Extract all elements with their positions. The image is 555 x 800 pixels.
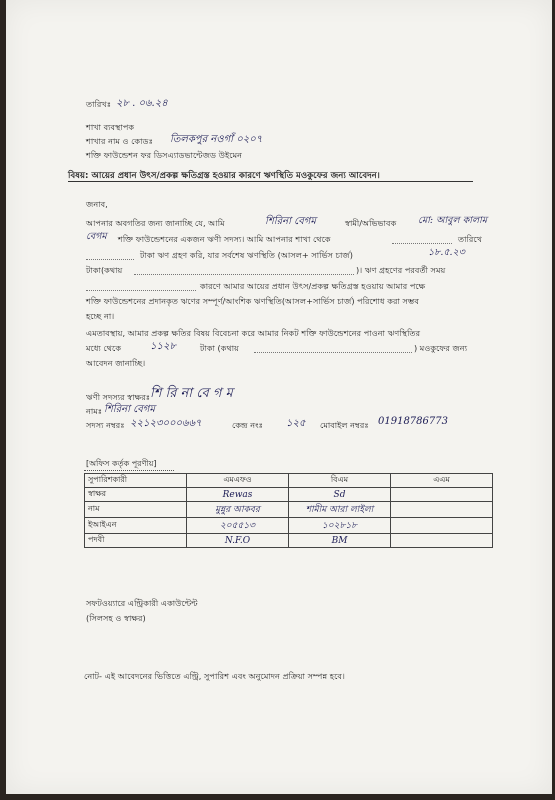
p1-amount-blank: [86, 250, 134, 260]
table-header-row: [85, 474, 493, 488]
branch-manager: শাখা ব্যবস্থাপক: [86, 122, 135, 132]
bm-name: শামীম আরা লাইলা: [289, 502, 391, 518]
p1-reason-blank: [86, 281, 196, 291]
balance-hand: ১৮.৫.২৩: [428, 247, 465, 258]
salutation: জনাব,: [86, 199, 108, 209]
waiver-amount-hand: ১১২৮: [150, 341, 176, 352]
mfo-name: মুন্নুর আকবর: [187, 502, 289, 518]
p1-line4-end: )। ঋণ গ্রহণের পরবর্তী সময়: [356, 265, 446, 275]
p1-line3: টাকা ঋণ গ্রহণ করি, যার সর্বশেষ ঋণস্থিতি (আসল+ সার্ভিস চার্জ): [140, 250, 353, 260]
p2-line2-end: ) মওকুফের জন্য: [414, 343, 468, 353]
p1-line2: শক্তি ফাউন্ডেশনের একজন ঋণী সদস্য। আমি আপনার শাখা থেকে: [118, 234, 331, 244]
am-name: [391, 502, 493, 518]
mobile-value: 01918786773: [378, 416, 448, 427]
footer-note: নোট- এই আবেদনের ভিত্তিতে এন্ট্রি, সুপারিশ এবং অনুমোদন প্রক্রিয়া সম্পন্ন হবে।: [84, 671, 345, 681]
p2-line2: মধ্যে থেকে: [86, 343, 122, 353]
header-bm: বিএম: [289, 474, 391, 488]
member-signature: শি রি না বে গ ম: [150, 386, 233, 401]
table-row: [85, 534, 493, 548]
mfo-designation: N.F.O: [187, 534, 289, 548]
header-recommender: সুপারিশকারী: [85, 474, 187, 488]
row-label-name: নাম: [85, 502, 187, 518]
guardian-name-hand: মো: আবুল কালাম: [418, 215, 488, 226]
p1-line1: আপনার অবগতির জন্য জানাচ্ছি যে, আমি: [86, 218, 225, 228]
table-row: [85, 502, 493, 518]
p2-line1: এমতাবস্থায়, আমার প্রকল্প ক্ষতির বিষয় বিবেচনা করে আমার নিকট শক্তি ফাউন্ডেশনের পাওনা ঋণস্থিতির: [86, 328, 421, 338]
p1-line4: টাকা(কথায়: [86, 265, 123, 275]
office-use-underline: [84, 470, 174, 471]
member-number-value: ২২১২৩০০০৬৬৭: [130, 418, 202, 429]
p1-line6: শক্তি ফাউন্ডেশনের প্রদানকৃত ঋণের সম্পূর্ণ/আংশিক ঋণস্থিতি(আসল+সার্ভিস চার্জ) পরিশোধ করা সম্ভব: [86, 296, 419, 306]
subject-underline: [68, 181, 473, 182]
guardian-cont-hand: বেগম: [86, 231, 107, 242]
p1-line7: হচ্ছে না।: [86, 311, 115, 321]
org-line: শক্তি ফাউন্ডেশন ফর ডিসএ্যাডভান্টেজড উইমেন: [86, 150, 243, 160]
p1-line5: কারণে আমার আয়ের প্রধান উৎস/প্রকল্প ক্ষতিগ্রস্ত হওয়ায় আমার পক্ষে: [200, 281, 426, 291]
member-number-label: সদস্য নম্বরঃ: [86, 420, 125, 430]
applicant-name-hand: শিরিনা বেগম: [265, 216, 316, 227]
member-signature-label: ঋণী সদস্যর স্বাক্ষরঃ: [86, 392, 151, 402]
software-entry-accountant: সফটওয়্যারে এন্ট্রিকারী একাউন্টেন্ট: [86, 598, 198, 608]
row-label-signature: স্বাক্ষর: [85, 488, 187, 502]
p2-line3: আবেদন জানাচ্ছি।: [86, 358, 146, 368]
table-row: [85, 488, 493, 502]
p1-words-blank: [134, 265, 354, 275]
office-use-label: [অফিস কর্তৃক পূরণীয়]: [86, 459, 157, 468]
p1-guardian-label: স্বামী/অভিভাবক: [345, 218, 397, 228]
branch-name-label: শাখার নাম ও কোডঃ: [86, 136, 153, 146]
office-approval-table: [84, 473, 493, 548]
row-label-designation: পদবী: [85, 534, 187, 548]
member-name-value: শিরিনা বেগম: [104, 404, 155, 415]
row-label-ein: ইআইএন: [85, 518, 187, 534]
center-value: ১২৫: [286, 418, 306, 429]
am-ein: [391, 518, 493, 534]
mobile-label: মোবাইল নম্বরঃ: [320, 420, 369, 430]
date-label: তারিখঃ: [86, 99, 112, 109]
bm-designation: BM: [289, 534, 391, 548]
bm-ein: ১০২৮১৮: [289, 518, 391, 534]
p1-line2-end: তারিখে: [458, 234, 483, 244]
mfo-ein: ২০৫৫১৩: [187, 518, 289, 534]
member-name-label: নামঃ: [86, 406, 103, 416]
mfo-signature: Rewas: [187, 488, 289, 502]
am-designation: [391, 534, 493, 548]
table-row: [85, 518, 493, 534]
bm-signature: Sd: [289, 488, 391, 502]
branch-name-value: তিলকপুর নওগাঁ ০২০৭: [170, 134, 263, 145]
p1-date-blank: [392, 234, 452, 244]
p2-words-blank: [254, 343, 412, 353]
center-label: কেন্দ্র নংঃ: [232, 420, 264, 430]
date-value: ২৮ . ০৬.২৪: [116, 98, 168, 109]
p2-line2-mid: টাকা (কথায়: [200, 343, 239, 353]
header-am: এএম: [391, 474, 493, 488]
am-signature: [391, 488, 493, 502]
subject-line: বিষয়: আয়ের প্রধান উৎস/প্রকল্প ক্ষতিগ্রস্ত হওয়ার কারণে ঋণস্থিতি মওকুফের জন্য আবেদন।: [68, 171, 380, 181]
seal-signature-note: (সিলসহ ও স্বাক্ষর): [86, 613, 146, 623]
header-mfo: এমএফও: [187, 474, 289, 488]
